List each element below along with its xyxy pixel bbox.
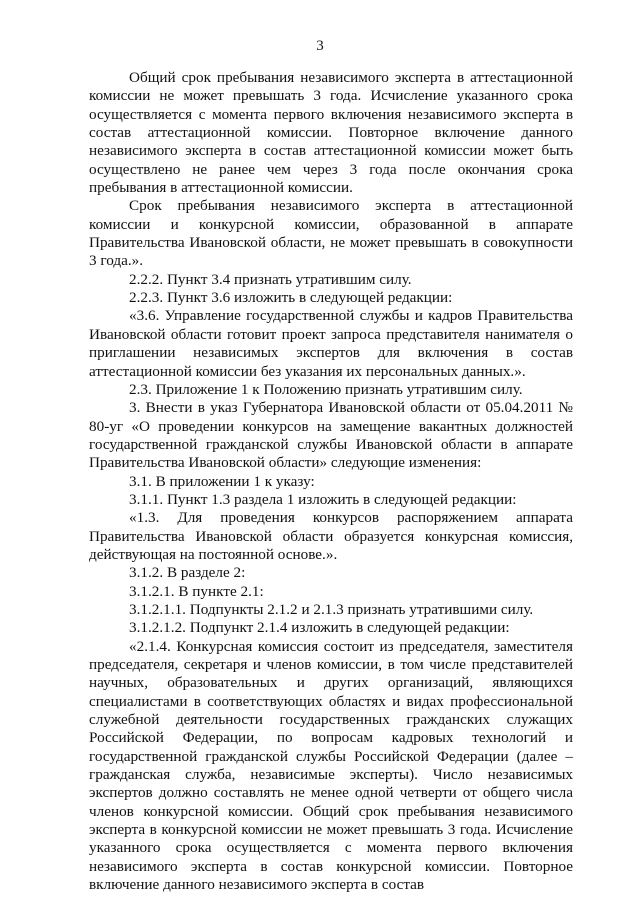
- paragraph-3-1-2: 3.1.2. В разделе 2:: [129, 564, 246, 582]
- paragraph-3-1-2-1-2: 3.1.2.1.2. Подпункт 2.1.4 изложить в следующей редакции:: [129, 619, 510, 637]
- document-body: [89, 69, 573, 894]
- paragraph-3-1-2-1: 3.1.2.1. В пункте 2.1:: [129, 582, 264, 600]
- paragraph-quote-2-1-4: «2.1.4. Конкурсная комиссия состоит из председателя, заместителя председателя, секретаря и членов комиссии, в том числе представителей научных, образовательных и других организаций, являющихся специалистами в соответствующих областях и видах профессиональной служебной деятельности государственных гражданских служащих Российской Федерации, по вопросам кадровых технологий и государственной гражданской службы Российской Федерации (далее – гражданская служба, независимые эксперты). Число независимых экспертов должно составлять не менее одной четверти от общего числа членов конкурсной комиссии. Общий срок пребывания независимого эксперта в конкурсной комиссии не может превышать 3 года. Исчисление указанного срока осуществляется с момента первого включения независимого эксперта в состав конкурсной комиссии. Повторное включение данного независимого эксперта в состав: [89, 637, 573, 894]
- paragraph-3-1: 3.1. В приложении 1 к указу:: [129, 472, 315, 490]
- paragraph-total-term: Срок пребывания независимого эксперта в аттестационной комиссии и конкурсной комиссии, образованной в аппарате Правительства Ивановской области, не может превышать в совокупности 3 года.».: [89, 197, 573, 270]
- paragraph-2-3: 2.3. Приложение 1 к Положению признать утратившим силу.: [129, 380, 523, 398]
- paragraph-2-2-3: 2.2.3. Пункт 3.6 изложить в следующей редакции:: [129, 289, 453, 307]
- paragraph-3-1-1: 3.1.1. Пункт 1.3 раздела 1 изложить в следующей редакции:: [129, 490, 517, 508]
- paragraph-quote-1-3: «1.3. Для проведения конкурсов распоряжением аппарата Правительства Ивановской области образуется конкурсная комиссия, действующая на постоянной основе.».: [89, 509, 573, 563]
- paragraph-2-2-2: 2.2.2. Пункт 3.4 признать утратившим силу.: [129, 270, 412, 288]
- page-number: 3: [316, 38, 324, 54]
- paragraph-3-1-2-1-1: 3.1.2.1.1. Подпункты 2.1.2 и 2.1.3 признать утратившими силу.: [129, 600, 534, 618]
- paragraph-expert-term: Общий срок пребывания независимого эксперта в аттестационной комиссии не может превышать 3 года. Исчисление указанного срока осуществляется с момента первого включения независимого эксперта в состав аттестационной комиссии. Повторное включение данного независимого эксперта в состав аттестационной комиссии может быть осуществлено не ранее чем через 3 года после окончания срока пребывания в аттестационной комиссии.: [89, 69, 573, 197]
- paragraph-quote-3-6: «3.6. Управление государственной службы и кадров Правительства Ивановской области готовит проект запроса представителя нанимателя о приглашении независимых экспертов для включения в состав аттестационной комиссии без указания их персональных данных.».: [89, 307, 573, 380]
- paragraph-3: 3. Внести в указ Губернатора Ивановской области от 05.04.2011 № 80-уг «О проведении конкурсов на замещение вакантных должностей государственной гражданской службы Ивановской области в аппарате Правительства Ивановской области» следующие изменения:: [89, 399, 573, 472]
